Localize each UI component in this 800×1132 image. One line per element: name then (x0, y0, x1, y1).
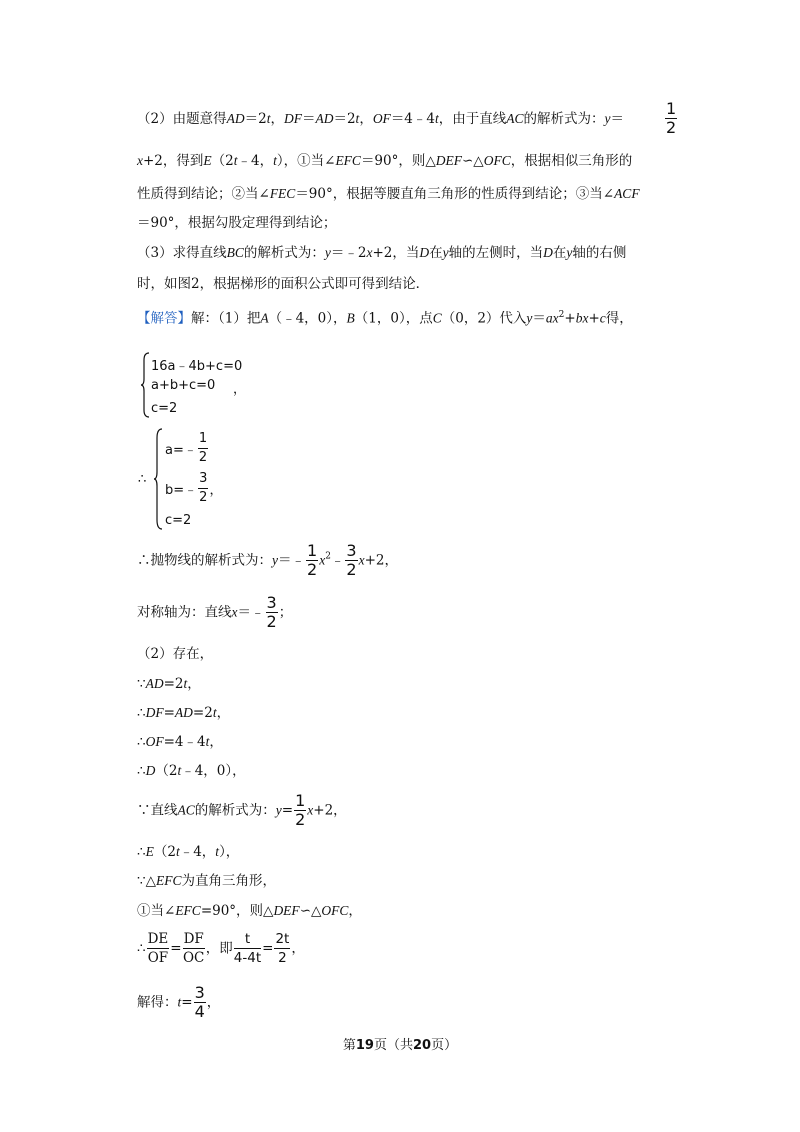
text: ， (187, 676, 201, 692)
text: ， (209, 483, 223, 498)
system1-eq1: 16a﹣4b+c=0 (151, 359, 243, 374)
therefore-df (137, 704, 230, 722)
text: +2， (313, 802, 347, 819)
since-ac-line (137, 792, 347, 829)
part2-exists: （2）存在， (137, 646, 214, 662)
var: A (260, 310, 269, 326)
text: （2 (153, 844, 176, 860)
therefore-symbol: ∴ (138, 472, 147, 487)
analysis-line-1 (137, 110, 624, 128)
text: ），①当∠ (276, 153, 336, 169)
analysis-line-4 (137, 214, 336, 232)
text: ， (209, 734, 223, 750)
fraction (306, 542, 318, 579)
parabola-expression (137, 542, 398, 579)
numerator: t (234, 930, 261, 949)
var: x (319, 552, 326, 568)
var: y (275, 802, 282, 818)
var: OFC (321, 903, 349, 918)
var: t (215, 844, 220, 859)
text: + (564, 310, 576, 327)
var: y (604, 111, 611, 126)
text: ①当∠ (137, 903, 176, 919)
denominator: 4 (194, 1002, 205, 1021)
solve-line (137, 984, 220, 1021)
text: ∵直线 (137, 802, 178, 819)
text: 在 (429, 245, 443, 261)
text: （3）求得直线 (137, 245, 227, 261)
text: +2， (364, 552, 399, 569)
var: t (266, 111, 271, 126)
text: = (262, 940, 274, 957)
text: ＝2 (333, 111, 356, 127)
system2-b (165, 470, 222, 507)
text: a=﹣ (165, 443, 197, 458)
left-brace-icon (153, 428, 163, 530)
text: ＝﹣2 (330, 245, 367, 261)
var: x (358, 552, 365, 568)
numerator: 1 (307, 541, 318, 560)
fraction (147, 930, 170, 967)
var: bx (575, 310, 589, 326)
system2-c: c=2 (165, 513, 192, 528)
text: （2）由题意得 (137, 111, 227, 127)
var: AD (145, 676, 164, 691)
analysis-line-6 (137, 275, 429, 293)
denominator: 2 (266, 612, 277, 631)
left-brace-icon (140, 352, 150, 418)
fraction (234, 930, 261, 967)
text: ，由于直线 (438, 111, 507, 127)
text: ＝4﹣4 (390, 111, 435, 127)
text: 的解析式为： (243, 245, 325, 261)
numerator: 2t (275, 931, 290, 947)
system2-a (165, 430, 209, 467)
var: D (543, 245, 553, 260)
denominator: 2 (346, 560, 357, 579)
numerator: 3 (266, 593, 277, 612)
var: AD (174, 705, 193, 720)
var: C (432, 310, 442, 326)
numerator: 1 (198, 430, 208, 449)
fraction (198, 430, 208, 467)
var: AC (177, 802, 195, 818)
system1-eq3: c=2 (151, 401, 178, 416)
text: 解得： (137, 994, 178, 1011)
var: x (366, 245, 373, 260)
var: DEF (435, 153, 462, 168)
text: ﹣4， (179, 844, 216, 860)
var: EFC (175, 903, 201, 918)
text: ＝﹣ (237, 604, 265, 621)
text: ＝90°，则△ (360, 153, 436, 169)
text: =2 (163, 676, 184, 692)
text: ）， (219, 844, 240, 860)
text: 性质得到结论；②当∠ (137, 186, 270, 202)
numerator: 3 (198, 470, 208, 489)
text: ∵△ (137, 873, 156, 889)
text: = (163, 705, 175, 721)
analysis-line-2 (137, 152, 632, 170)
var: EFC (155, 873, 182, 888)
superscript: 2 (558, 310, 565, 320)
page-footer (0, 1034, 800, 1053)
var: t (233, 153, 238, 168)
text: （1，0），点 (354, 310, 433, 327)
var: t (177, 763, 182, 778)
text: ＝2 (244, 111, 267, 127)
text: 轴的左侧时，当 (448, 245, 544, 261)
var: y (566, 245, 573, 260)
fraction (198, 470, 208, 507)
text: ，即 (205, 940, 233, 957)
var: y (526, 310, 533, 326)
var: y (272, 552, 278, 568)
var: OFC (483, 153, 511, 168)
var: AC (506, 111, 524, 126)
denominator: 2 (278, 950, 287, 966)
text: ∴ (137, 844, 146, 860)
var: ax (545, 310, 559, 326)
text: ， (216, 705, 231, 721)
text: ∽△ (462, 153, 484, 169)
fraction-half (665, 100, 677, 137)
text: ∴抛物线的解析式为： (137, 552, 272, 569)
denominator: 2 (295, 810, 306, 829)
var: OF (372, 111, 391, 126)
var: EFC (335, 153, 361, 168)
text: b=﹣ (165, 483, 198, 498)
var: AD (315, 111, 334, 126)
var: FEC (269, 186, 296, 201)
text: 的解析式为： (194, 802, 276, 819)
text: 对称轴为：直线 (137, 604, 232, 621)
ratio-line (137, 930, 305, 967)
text: 为直角三角形， (181, 873, 276, 889)
text: +2，得到 (143, 153, 204, 169)
text: 时，如图2，根据梯形的面积公式即可得到结论． (137, 276, 430, 292)
fraction (345, 542, 357, 579)
therefore-d (137, 762, 246, 780)
text: + (588, 310, 600, 327)
text: ＝ (301, 111, 316, 127)
numerator: 3 (194, 983, 205, 1002)
denominator: OF (147, 950, 169, 966)
text: ∴ (137, 940, 146, 957)
var: t (355, 111, 360, 126)
text: ＝90°，根据等腰直角三角形的性质得到结论；③当∠ (295, 186, 615, 202)
text: ＝﹣ (278, 552, 305, 569)
var: x (307, 802, 314, 818)
text: ﹣4， (237, 153, 274, 169)
var: E (203, 153, 212, 168)
analysis-line-3 (137, 185, 640, 203)
text: ∴ (137, 763, 146, 779)
text: ﹣ (330, 552, 345, 569)
denominator: 2 (198, 450, 208, 465)
system1-eq2: a+b+c=0 (151, 378, 216, 393)
text: ， (291, 940, 305, 957)
fraction (183, 930, 205, 967)
therefore-of (137, 733, 223, 751)
text: （2 (155, 763, 178, 779)
var: t (205, 734, 210, 749)
text: ，根据相似三角形的 (510, 153, 633, 169)
axis-of-symmetry (137, 594, 292, 631)
fraction (266, 594, 278, 631)
text: ＝ (610, 111, 625, 127)
text: ， (348, 903, 362, 919)
var: B (346, 310, 355, 326)
solution-tag: 【解答】 (137, 310, 191, 327)
var: y (324, 245, 331, 260)
text: 页） (431, 1038, 458, 1053)
text: =4﹣4 (163, 734, 206, 750)
text: （0，2）代入 (441, 310, 527, 327)
text: = (170, 940, 182, 957)
text: +2，当 (372, 245, 420, 261)
var: t (175, 844, 180, 859)
denominator: 2 (666, 118, 677, 137)
var: OF (145, 734, 164, 749)
superscript: 2 (325, 551, 331, 562)
page-total: 20 (413, 1038, 432, 1053)
fraction (274, 930, 290, 967)
text: = (281, 802, 294, 819)
text: 第 (342, 1038, 356, 1053)
text: 的解析式为： (523, 111, 605, 127)
since-ad (137, 675, 201, 693)
text: （2 (211, 153, 234, 169)
text: 轴的右侧 (572, 245, 627, 261)
analysis-line-5 (137, 244, 626, 262)
var: t (435, 111, 439, 126)
therefore-e (137, 843, 239, 861)
text: 在 (552, 245, 567, 261)
var: x (137, 153, 143, 168)
text: ＝90°，根据勾股定理得到结论； (137, 215, 337, 231)
text: ∽△ (299, 903, 322, 919)
text: =2 (192, 705, 213, 721)
fraction (194, 984, 206, 1021)
fraction (294, 792, 306, 829)
var: t (183, 676, 188, 691)
denominator: 2 (199, 490, 208, 505)
page-number: 19 (355, 1038, 374, 1053)
text: ， (206, 994, 221, 1011)
var: E (145, 844, 154, 859)
numerator: 1 (295, 791, 306, 810)
var: x (231, 604, 238, 620)
system1-comma: ， (233, 382, 247, 397)
var: DEF (273, 903, 300, 918)
var: t (177, 994, 182, 1010)
var: DF (283, 111, 302, 126)
text: （﹣4，0）， (268, 310, 347, 327)
text: ； (278, 604, 293, 621)
var: BC (226, 245, 244, 260)
case-1 (137, 902, 362, 920)
text: ﹣4，0）， (181, 763, 246, 779)
text: 解：（1）把 (191, 310, 261, 327)
denominator: 4-4t (233, 950, 262, 966)
var: AD (226, 111, 245, 126)
text: 得， (605, 310, 633, 327)
var: t (273, 153, 277, 168)
text: ∵ (137, 676, 146, 692)
numerator: 1 (666, 99, 677, 118)
text: =90°，则△ (200, 903, 274, 919)
text: = (181, 994, 193, 1011)
since-efc (137, 872, 276, 890)
var: D (419, 245, 430, 260)
var: ACF (614, 186, 640, 201)
text: ＝ (532, 310, 546, 327)
denominator: OC (182, 950, 205, 966)
var: y (442, 245, 449, 260)
text: ∴ (137, 705, 146, 721)
var: D (145, 763, 156, 778)
solution-line-1 (137, 306, 633, 328)
text: ∴ (137, 734, 146, 750)
denominator: 2 (307, 560, 318, 579)
var: DF (145, 705, 164, 720)
text: ， (359, 111, 373, 127)
text: ， (270, 111, 284, 127)
numerator: DF (183, 931, 204, 947)
numerator: DE (147, 931, 169, 947)
text: 页（共 (373, 1038, 413, 1053)
numerator: 3 (346, 541, 357, 560)
var: c (599, 310, 606, 326)
var: t (212, 705, 217, 720)
